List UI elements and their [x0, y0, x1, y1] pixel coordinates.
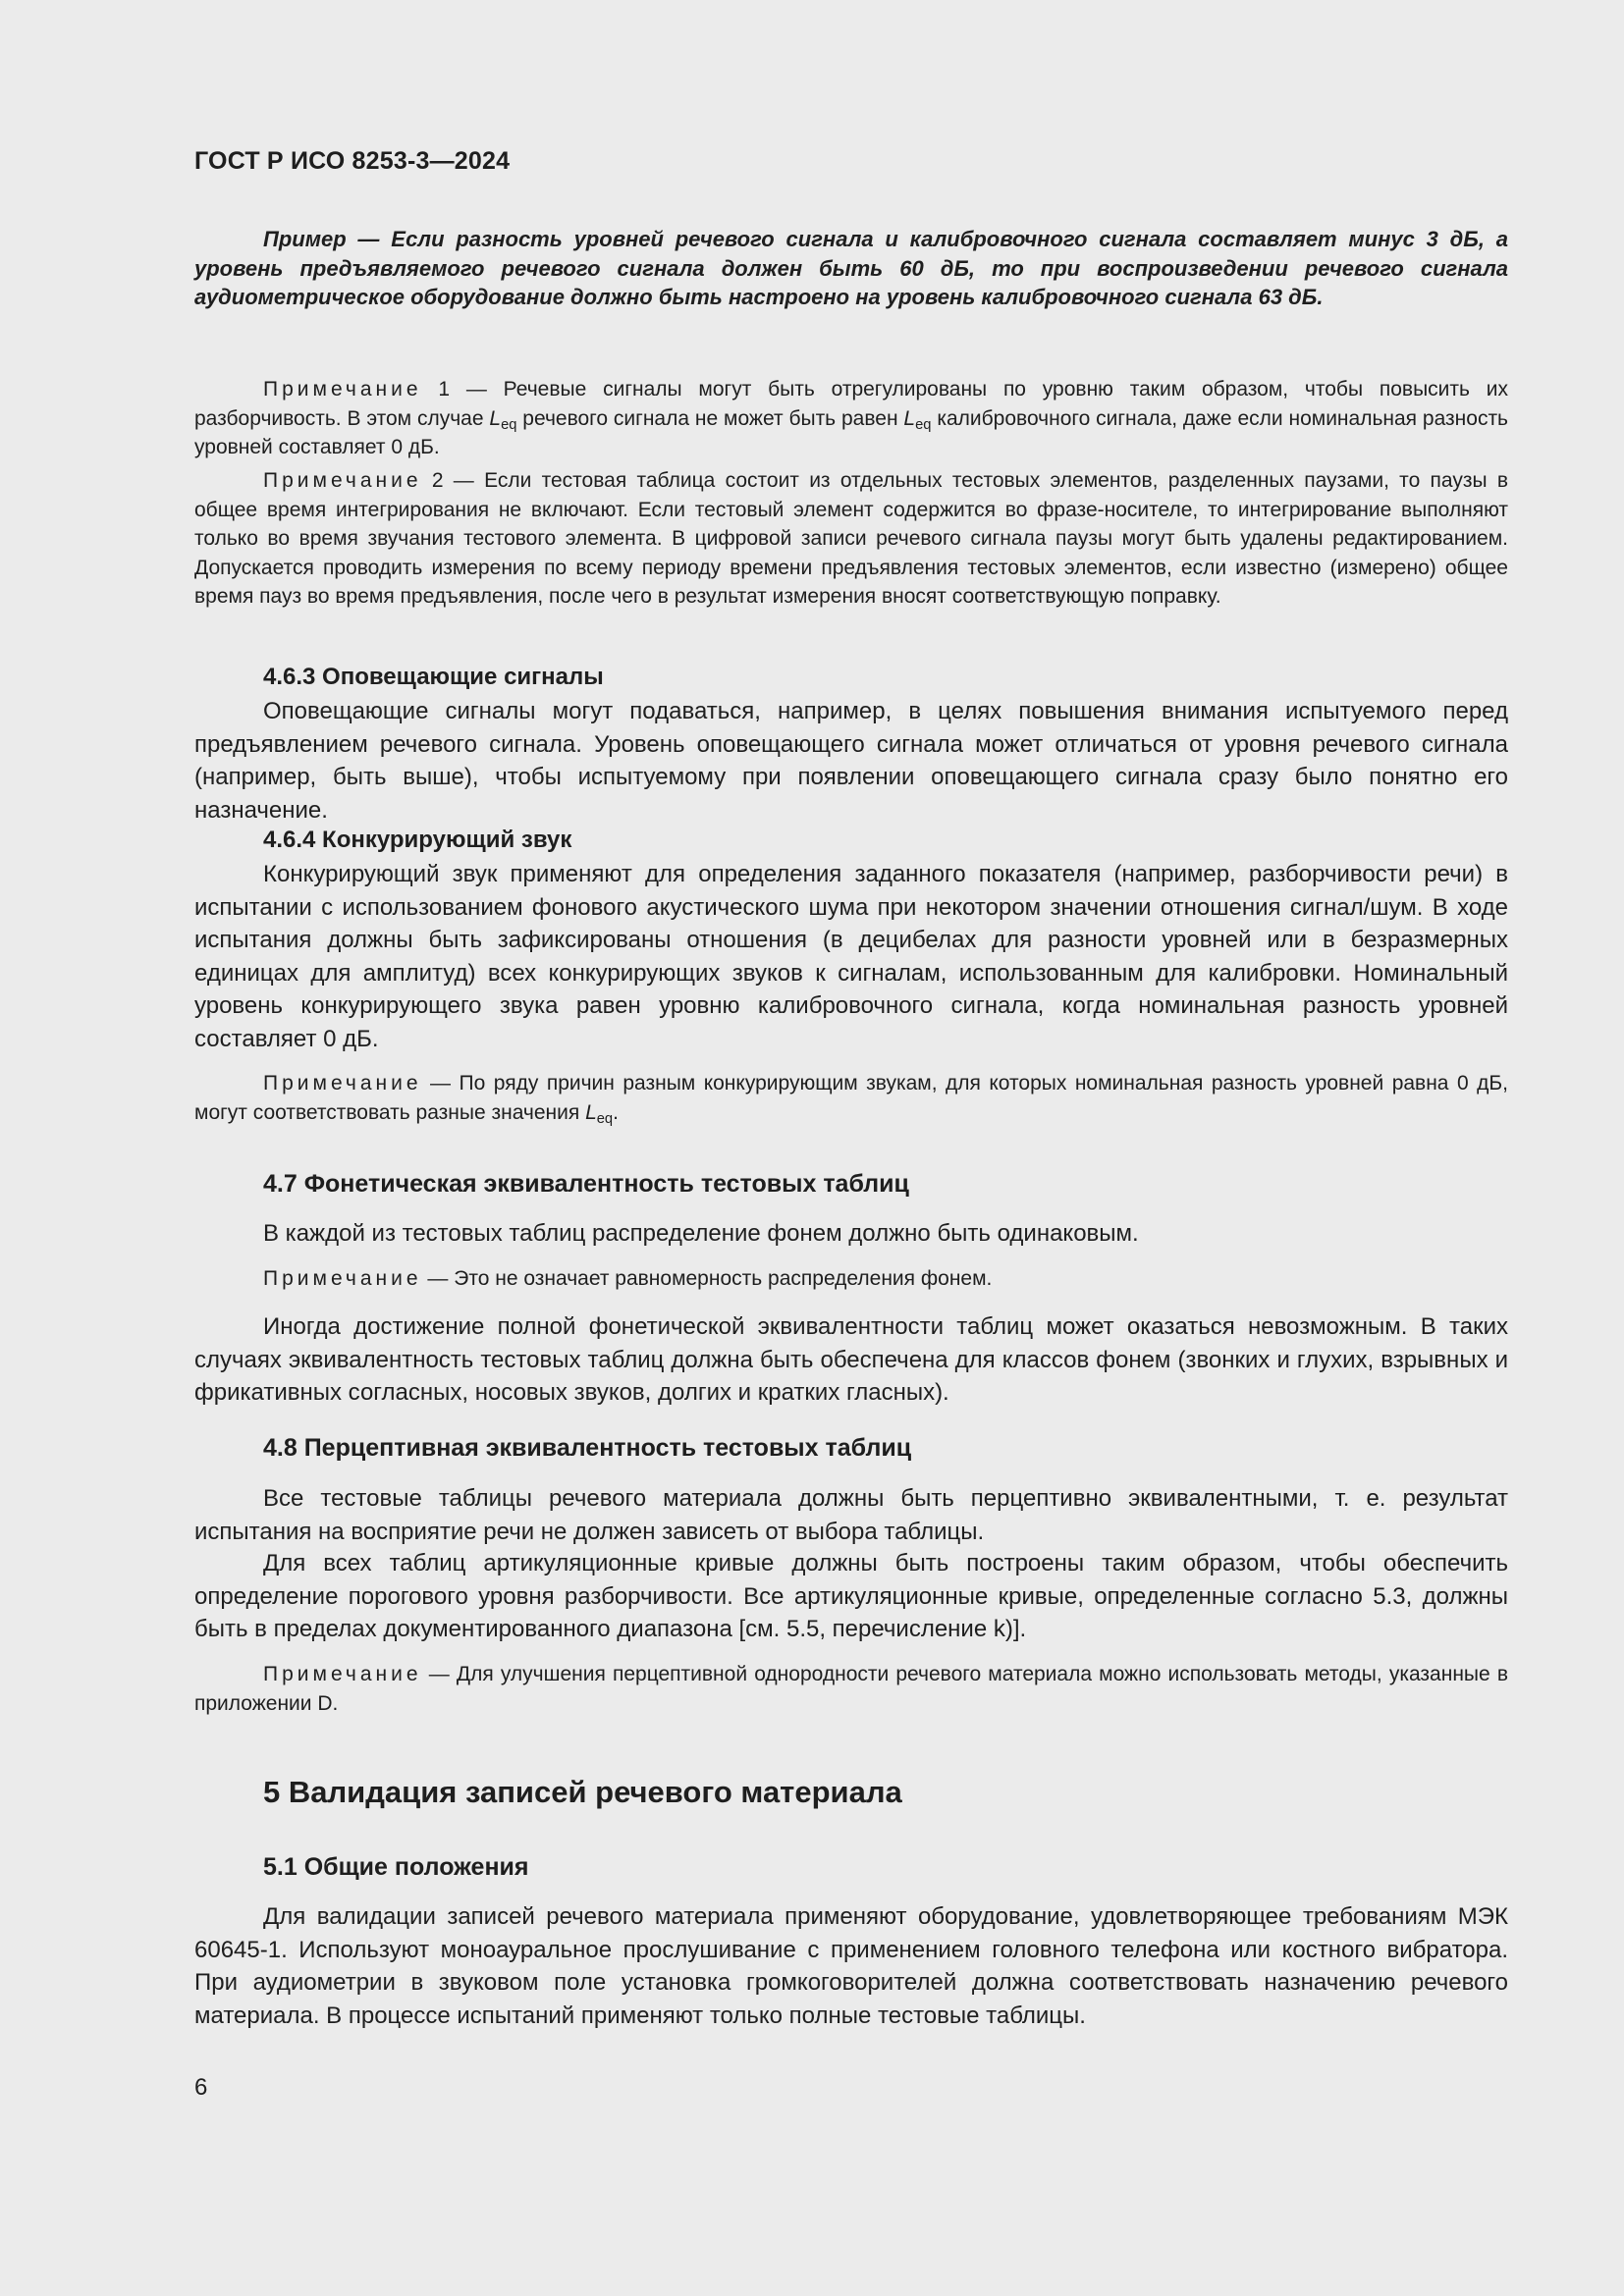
leq-symbol: L	[489, 406, 502, 430]
note-1	[194, 375, 1508, 462]
note-2	[194, 466, 1508, 612]
section-4-6-4-text: Конкурирующий звук применяют для определения заданного показателя (например, разборчивости речи) в испытании с использованием фонового акустического шума при некотором значении отношения сигнал/шум. В ходе испытания должны быть зафиксированы отношения (в децибелах для разности уровней или в безразмерных единицах для амплитуд) всех конкурирующих звуков к сигналам, использованным для калибровки. Номинальный уровень конкурирующего звука равен уровню калибровочного сигнала, когда номинальная разность уровней составляет 0 дБ.	[194, 861, 1508, 1052]
note-label: Примечание	[263, 1072, 422, 1095]
note-label: Примечание	[263, 469, 422, 492]
leq-subscript: eq	[596, 1110, 614, 1127]
note-text: — Речевые сигналы могут быть отрегулированы по уровню таким образом, чтобы повысить их разборчивость. В этом случае	[194, 378, 1508, 430]
section-5-1-text: Для валидации записей речевого материала применяют оборудование, удовлетворяющее требованиям МЭК 60645-1. Используют моноауральное прослушивание с применением головного телефона или костного вибратора. При аудиометрии в звуковом поле установка громкоговорителей должна соответствовать назначению речевого материала. В процессе испытаний применяют только полные тестовые таблицы.	[194, 1903, 1508, 2029]
note-4-7	[194, 1264, 1508, 1294]
section-4-8-title: 4.8 Перцептивная эквивалентность тестовых таблиц	[263, 1434, 912, 1462]
note-number: 2	[431, 469, 444, 492]
section-4-6-3-title: 4.6.3 Оповещающие сигналы	[263, 664, 604, 690]
document-header: ГОСТ Р ИСО 8253-3—2024	[194, 147, 511, 175]
section-4-7-text-1: В каждой из тестовых таблиц распределение фонем должно быть одинаковым.	[263, 1220, 1139, 1247]
note-text: — Это не означает равномерность распределения фонем.	[421, 1267, 993, 1290]
leq-subscript: eq	[915, 416, 932, 433]
note-text: — По ряду причин разным конкурирующим звукам, для которых номинальная разность уровней равна 0 дБ, могут соответствовать разные значения	[194, 1072, 1508, 1124]
note-4-6-4: Примечание — По ряду причин разным конкурирующим звукам, для которых номинальная разность уровней равна 0 дБ, могут соответствовать разные значения $L_{eq}$.	[194, 1072, 1508, 1127]
example-paragraph: Пример — Если разность уровней речевого сигнала и калибровочного сигнала составляет минус 3 дБ, а уровень предъявляемого речевого сигнала должен быть 60 дБ, то при воспроизведении речевого сигнала аудиометрическое оборудование должно быть настроено на уровень калибровочного сигнала 63 дБ.	[194, 227, 1508, 309]
section-4-8-text-1: Все тестовые таблицы речевого материала должны быть перцептивно эквивалентными, т. е. результат испытания на восприятие речи не должен зависеть от выбора таблицы.	[194, 1485, 1508, 1545]
note-number: 1	[438, 378, 451, 400]
note-4-8	[194, 1660, 1508, 1718]
section-5-title: 5 Валидация записей речевого материала	[263, 1775, 902, 1809]
page-number: 6	[194, 2074, 208, 2101]
section-5-1-title: 5.1 Общие положения	[263, 1853, 529, 1881]
note-label: Примечание	[263, 1663, 422, 1685]
note-label: Примечание	[263, 378, 422, 400]
note-text: — Если тестовая таблица состоит из отдельных тестовых элементов, разделенных паузами, то паузы в общее время интегрирования не включают. Если тестовый элемент содержится во фразе-носителе, то интегрирование выполняют только во время звучания тестового элемента. В цифровой записи речевого сигнала паузы могут быть удалены редактированием. Допускается проводить измерения по всему периоду времени предъявления тестовых элементов, если известно (измерено) общее время пауз во время предъявления, после чего в результат измерения вносят соответствующую поправку.	[194, 469, 1508, 608]
note-text: речевого сигнала не может быть равен	[516, 406, 904, 430]
section-4-7-title: 4.7 Фонетическая эквивалентность тестовых таблиц	[263, 1170, 909, 1198]
note-text: калибровочного сигнала, даже если номинальная разность уровней составляет 0 дБ.	[194, 406, 1509, 458]
note-text: — Для улучшения перцептивной однородности речевого материала можно использовать методы, указанные в приложении D.	[194, 1663, 1508, 1715]
section-4-7-text-2: Иногда достижение полной фонетической эквивалентности таблиц может оказаться невозможным. В таких случаях эквивалентность тестовых таблиц должна быть обеспечена для классов фонем (звонких и глухих, взрывных и фрикативных согласных, носовых звуков, долгих и кратких гласных).	[194, 1313, 1508, 1406]
note-label: Примечание	[263, 1267, 422, 1290]
leq-symbol: L	[903, 406, 916, 430]
section-4-6-4-title: 4.6.4 Конкурирующий звук	[263, 827, 572, 853]
section-4-8-text-2: Для всех таблиц артикуляционные кривые должны быть построены таким образом, чтобы обеспечить определение порогового уровня разборчивости. Все артикуляционные кривые, определенные согласно 5.3, должны быть в пределах документированного диапазона [см. 5.5, перечисление k)].	[194, 1550, 1508, 1642]
leq-subscript: eq	[501, 416, 517, 433]
leq-symbol: L	[585, 1100, 597, 1124]
section-4-6-3-text: Оповещающие сигналы могут подаваться, например, в целях повышения внимания испытуемого перед предъявлением речевого сигнала. Уровень оповещающего сигнала может отличаться от уровня речевого сигнала (например, быть выше), чтобы испытуемому при появлении оповещающего сигнала сразу было понятно его назначение.	[194, 698, 1508, 824]
